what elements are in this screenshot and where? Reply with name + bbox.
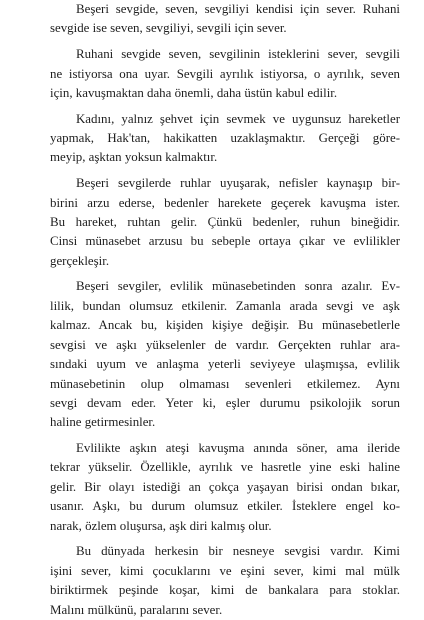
- text-line: biriktirmek peşinde koşar, kimi de bankalara para stoklar.: [50, 583, 400, 598]
- text-line: Beşeri sevgiler, evlilik münasebetinden sonra azalır. Ev-: [76, 279, 400, 294]
- paragraph-3: [24, 110, 400, 168]
- text-line: sevgi devam eder. Yeter ki, eşler durumu psikolojik sorun: [50, 395, 400, 410]
- text-line: münasebetinin olup olmaması sevenleri etkilemez. Aynı: [50, 376, 400, 391]
- paragraph-5: [24, 277, 400, 432]
- paragraph-4: [24, 174, 400, 271]
- text-line: tekrar yükselir. Özellikle, ayrılık ve hasretle yine eski haline: [50, 460, 400, 475]
- text-line: birini arzu ederse, bedenler harekete geçerek kavuşma ister.: [50, 195, 400, 210]
- text-line: işini sever, kimi çocuklarını ve eşini sever, kimi mal mülk: [50, 563, 400, 578]
- text-line: sevgisi ve aşkı yükselenler de vardır. Gerçekten ruhlar ara-: [50, 337, 400, 352]
- paragraph-7: [24, 542, 400, 620]
- text-line: gerçekleşir.: [50, 253, 110, 268]
- paragraph-6: [24, 439, 400, 536]
- text-line: usanır. Aşkı, bu durum olumsuz etkiler. İsteklere engel ko-: [50, 499, 400, 514]
- text-line: Ruhani sevgide seven, sevgilinin isteklerini sever, sevgili: [76, 47, 400, 62]
- text-line: Beşeri sevgilerde ruhlar uyuşarak, nefisler kaynaşıp bir-: [76, 176, 400, 191]
- text-line: sevgide ise seven, sevgiliyi, sevgili için sever.: [50, 21, 287, 36]
- text-line: lilik, bundan olumsuz etkilenir. Zamanla arada sevgi ve aşk: [50, 298, 400, 313]
- text-line: haline getirmesinler.: [50, 415, 156, 430]
- paragraph-2: [24, 45, 400, 103]
- text-line: yapmak, Hak'tan, hakikatten uzaklaşmaktır. Gerçeği göre-: [50, 131, 400, 146]
- text-line: ne istiyorsa ona uyar. Sevgili ayrılık istiyorsa, o ayrılık, seven: [50, 66, 400, 81]
- text-line: kalmaz. Ancak bu, kişiden kişiye değişir. Bu münasebetlerle: [50, 318, 400, 333]
- text-line: Malını mülkünü, paralarını sever.: [50, 602, 223, 617]
- text-line: için, kavuşmaktan daha önemli, daha üstün kabul edilir.: [50, 85, 338, 100]
- paragraph-1: [24, 0, 400, 39]
- text-line: narak, özlem oluşursa, aşk diri kalmış olur.: [50, 518, 272, 533]
- text-line: Bu hareket, ruhtan gelir. Çünkü bedenler, ruhun bineğidir.: [50, 214, 400, 229]
- text-line: meyip, aşktan yoksun kalmaktır.: [50, 150, 218, 165]
- text-line: Beşeri sevgide, seven, sevgiliyi kendisi için sever. Ruhani: [76, 2, 400, 16]
- text-line: Bu dünyada herkesin bir nesneye sevgisi vardır. Kimi: [76, 544, 400, 559]
- text-line: Cinsi münasebet arzusu bu sebeple ortaya çıkar ve evlilikler: [50, 234, 400, 249]
- text-line: Kadını, yalnız şehvet için sevmek ve uygunsuz hareketler: [76, 111, 400, 126]
- text-line: Evlilikte aşkın ateşi kavuşma anında söner, ama ileride: [76, 441, 400, 456]
- text-line: gelir. Bir olayı istediği an çokça yaşayan birisi ondan bıkar,: [50, 479, 400, 494]
- text-line: sındaki uyum ve anlaşma yeterli seviyeye ulaşmışsa, evlilik: [50, 357, 400, 372]
